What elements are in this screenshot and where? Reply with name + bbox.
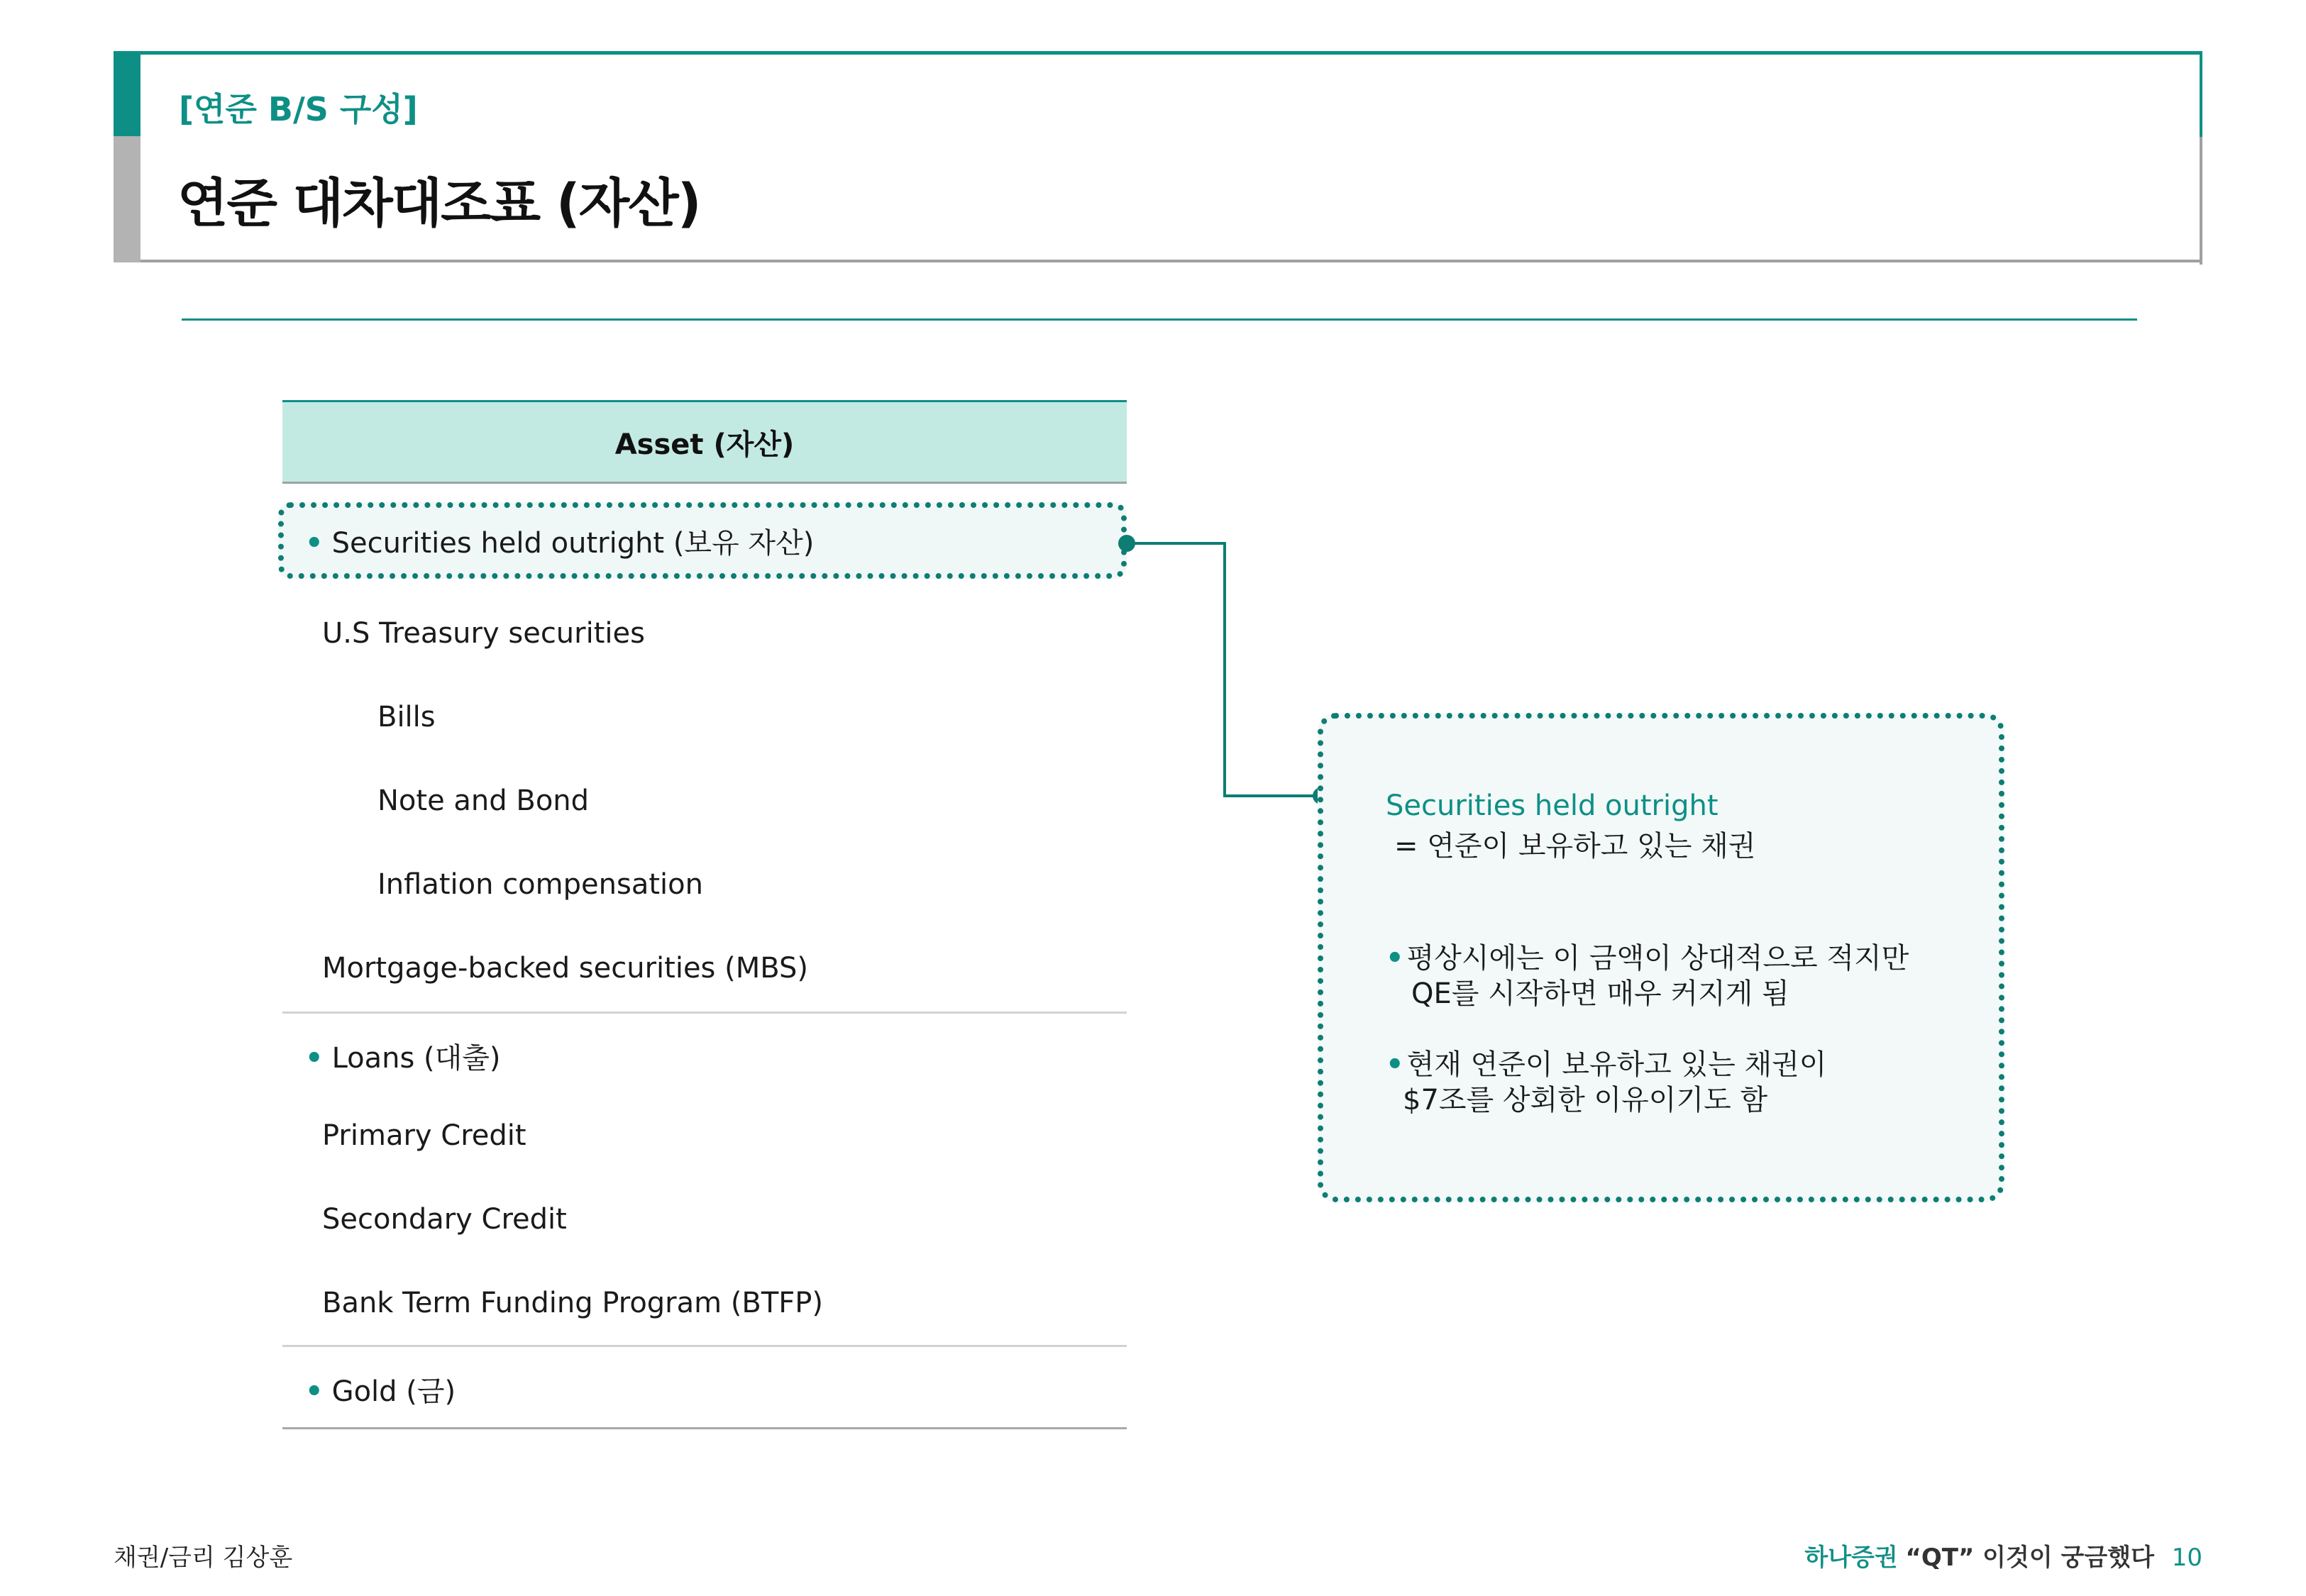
table-row-treasury: U.S Treasury securities [322,617,645,650]
bullet-icon: • [305,1042,324,1075]
section-subtitle: [연준 B/S 구성] [179,90,418,128]
callout-title: Securities held outright [1386,789,1719,822]
bullet-icon: • [305,1375,324,1408]
footer-series: “QT” 이것이 궁금했다 [1905,1544,2154,1572]
footer-author: 채권/금리 김상훈 [114,1544,293,1572]
footer-brand-line [1804,1538,2202,1573]
callout-point-1-cont: QE를 시작하면 매우 커지게 됨 [1411,977,1789,1010]
callout-box [1318,713,2004,1202]
connector-path [1127,543,1321,796]
bullet-icon: • [1386,1048,1404,1081]
row-label: Gold (금) [331,1375,456,1408]
bullet-icon: • [1386,942,1404,975]
callout-point-1 [1386,936,1909,976]
table-header: Asset (자산) [282,400,1127,484]
callout-definition: = 연준이 보유하고 있는 채권 [1394,830,1756,863]
footer-brand: 하나증권 [1804,1544,1898,1572]
row-label: Loans (대출) [331,1042,501,1075]
table-row-note-bond: Note and Bond [377,785,590,817]
callout-point-2-cont: $7조를 상회한 이유이기도 함 [1403,1084,1768,1116]
point-line: 현재 연준이 보유하고 있는 채권이 [1406,1048,1827,1081]
table-row-bills: Bills [377,701,436,733]
bullet-icon: • [305,527,324,560]
page-number: 10 [2171,1544,2202,1572]
table-row-btfp: Bank Term Funding Program (BTFP) [322,1287,824,1319]
table-row-primary-credit: Primary Credit [322,1119,526,1152]
connector-start-dot [1118,535,1135,552]
callout-point-2 [1386,1042,1826,1082]
page-title: 연준 대차대조표 (자산) [177,173,700,234]
table-row-inflation: Inflation compensation [377,868,703,901]
row-label: Securities held outright (보유 자산) [331,527,815,560]
table-row-mbs: Mortgage-backed securities (MBS) [322,952,808,985]
table-row-secondary-credit: Secondary Credit [322,1203,567,1236]
point-line: 평상시에는 이 금액이 상대적으로 적지만 [1406,942,1909,975]
